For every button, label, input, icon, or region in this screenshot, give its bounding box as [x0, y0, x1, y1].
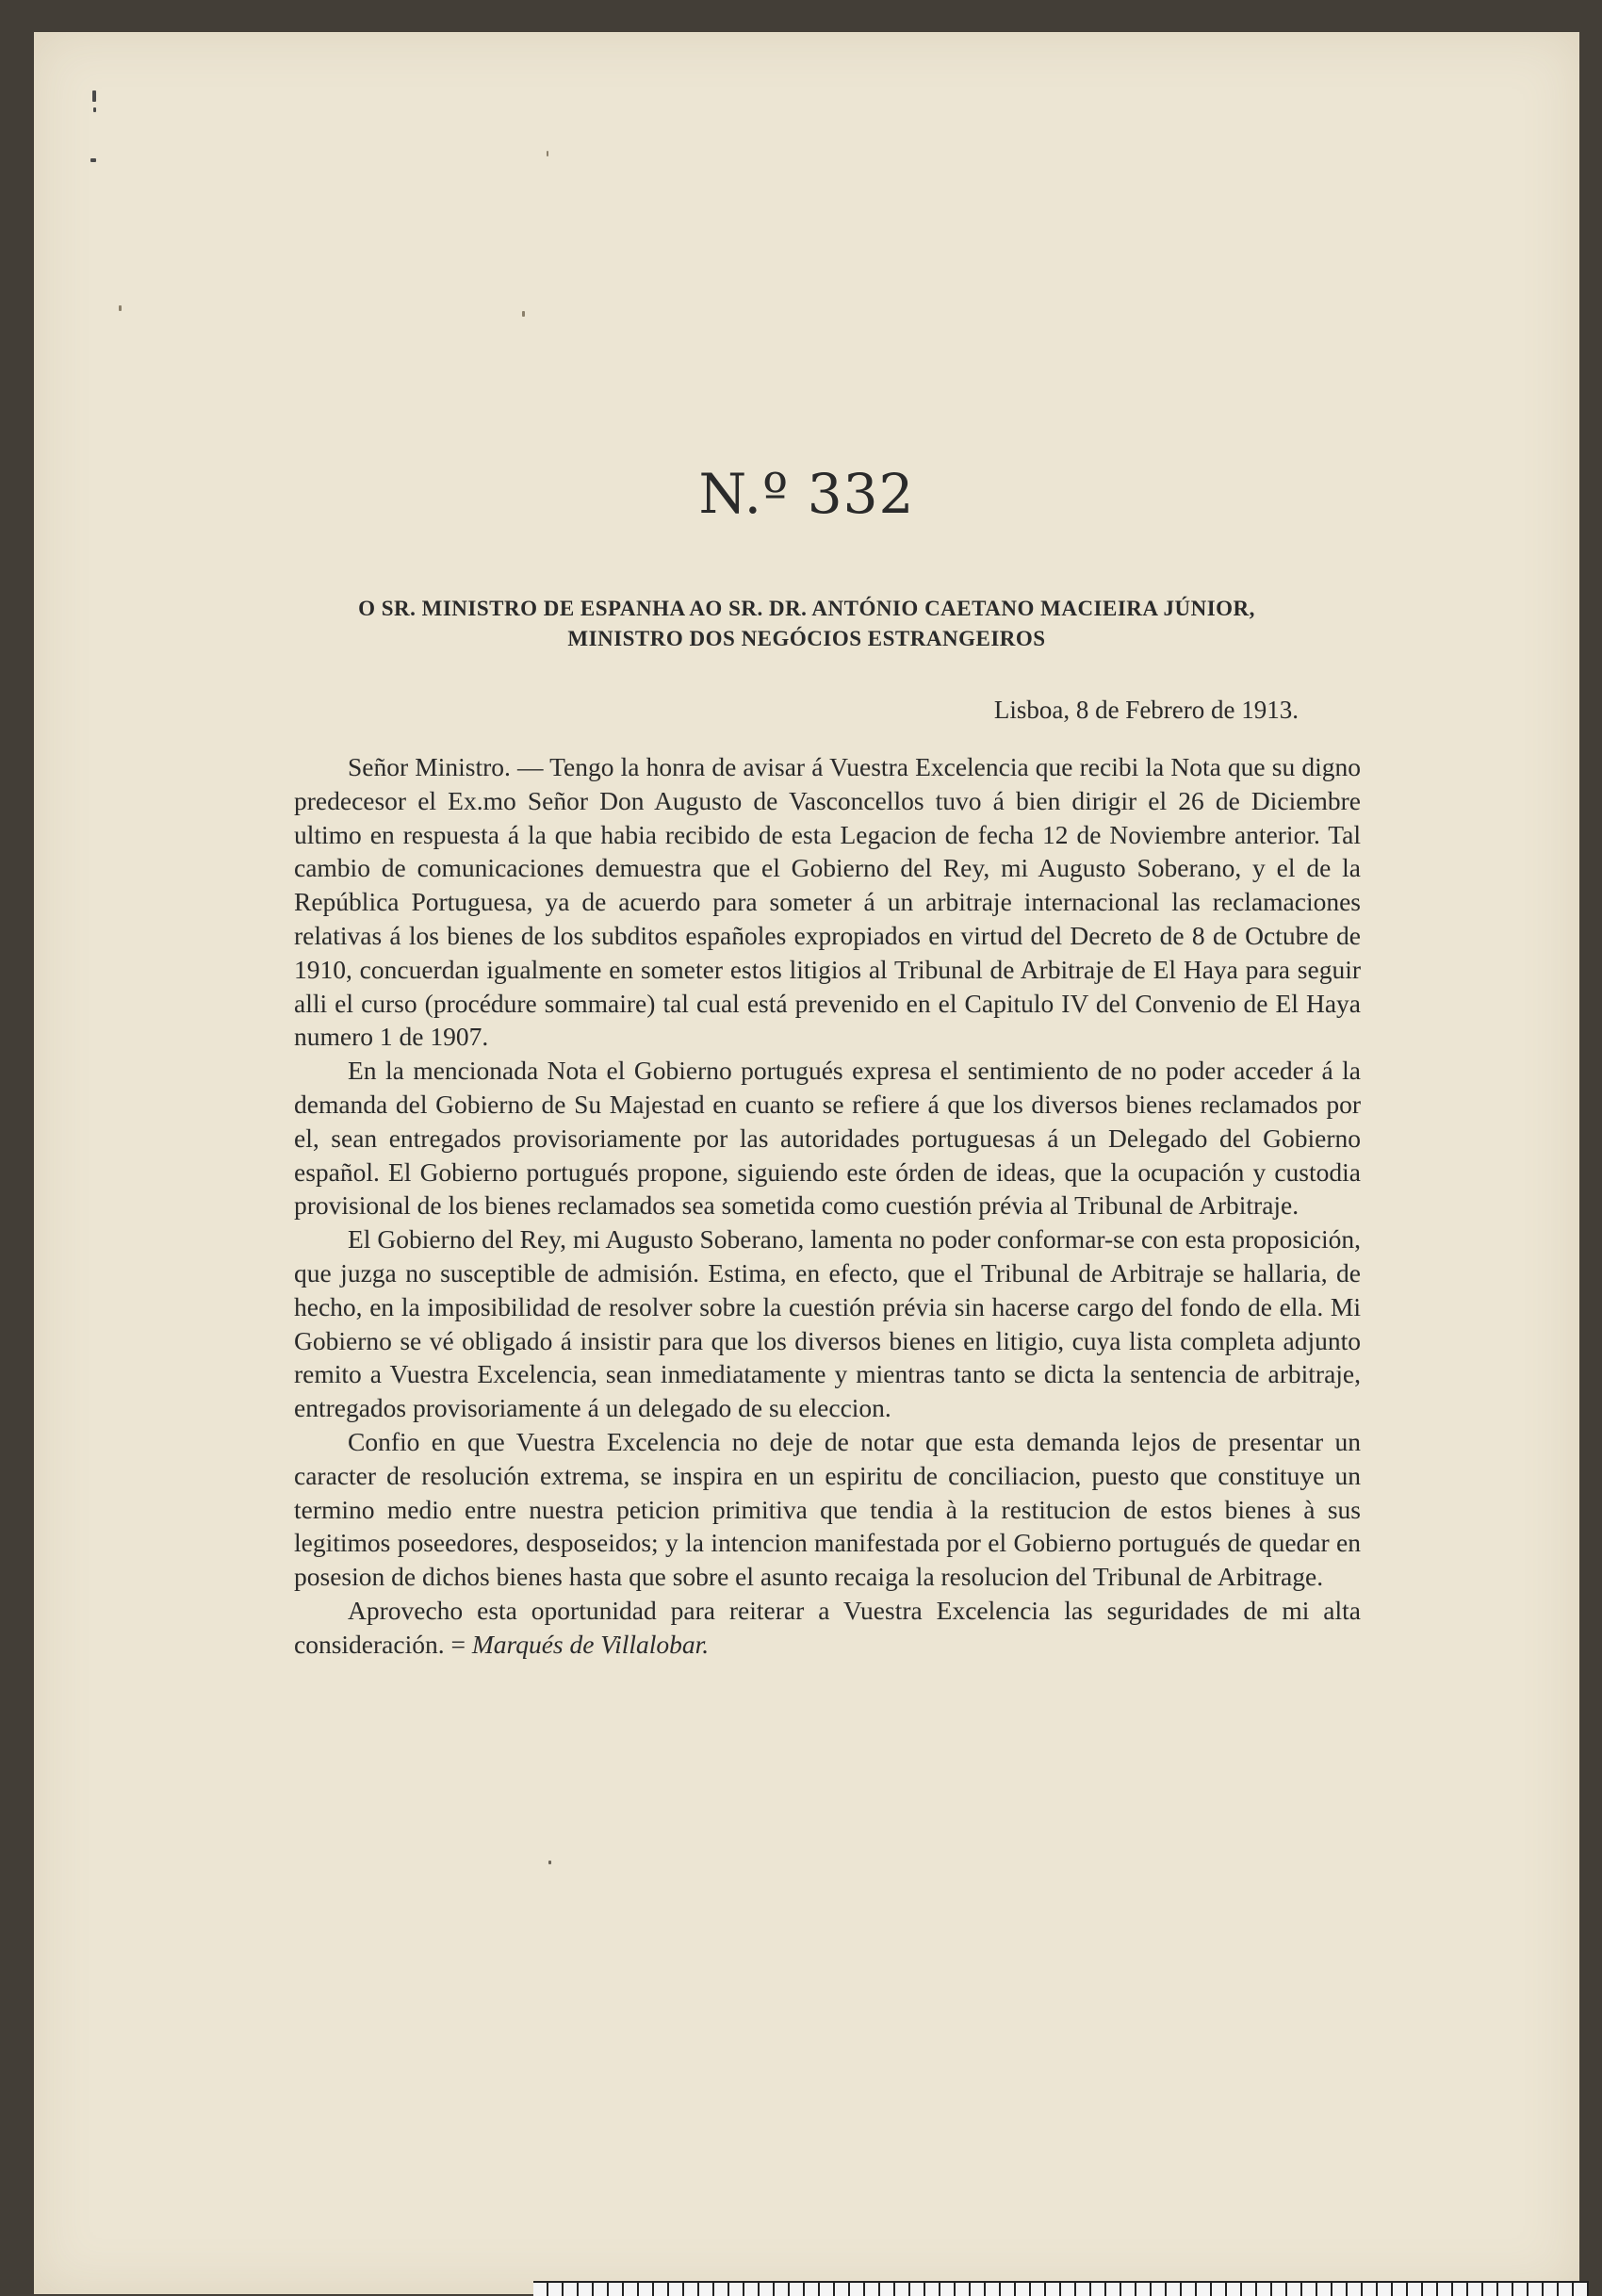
paragraph-2: En la mencionada Nota el Gobierno portugués expresa el sentimiento de no poder acceder á la demanda del Gobierno de Su Majestad en cuanto se refiere á que los diversos bienes reclamados por el, sean entregados provisoriamente por las autoridades portuguesas á un Delegado del Gobierno español. El Gobierno portugués propone, siguiendo este órden de ideas, que la ocupación y custodia provisional de los bienes reclamados sea sometida como cuestión prévia al Tribunal de Arbitraje.: [294, 1056, 1361, 1221]
document-number: N.º 332: [698, 462, 915, 526]
paragraph-4: Confio en que Vuestra Excelencia no deje de notar que esta demanda lejos de presentar un caracter de resolución extrema, se inspira en un espiritu de conciliacion, puesto que constituye un termino medio entre nuestra peticion primitiva que tendia à la restitucion de estos bienes à sus legitimos poseedores, desposeidos; y la intencion manifestada por el Gobierno portugués de quedar en posesion de dichos bienes hasta que sobre el asunto recaiga la resolucion del Tribunal de Arbitrage.: [294, 1426, 1361, 1592]
paragraph-1: Señor Ministro. — Tengo la honra de avisar á Vuestra Excelencia que recibi la Nota que su digno predecesor el Ex.mo Señor Don Augusto de Vasconcellos tuvo á bien dirigir el 26 de Diciembre ultimo en respuesta á la que habia recibido de esta Legacion de fecha 12 de Noviembre anterior. Tal cambio de comunicaciones demuestra que el Gobierno del Rey, mi Augusto Soberano, y el de la República Portuguesa, ya de acuerdo para someter á un arbitraje internacional las reclamaciones relativas á los bienes de los subditos españoles expropiados en virtud del Decreto de 8 de Octubre de 1910, concuerdan igualmente en someter estos litigios al Tribunal de Arbitraje de El Haya para seguir alli el curso (procédure sommaire) tal cual está prevenido en el Capitulo IV del Convenio de El Haya numero 1 de 1907.: [294, 752, 1361, 1052]
letter-heading: [34, 594, 1579, 654]
closing-text: Aprovecho esta oportunidad para reiterar a Vuestra Excelencia las seguridades de mi alta consideración. =: [294, 1595, 1361, 1659]
scale-ruler: [533, 2281, 1589, 2296]
paragraph-3: El Gobierno del Rey, mi Augusto Soberano, lamenta no poder conformar-se con esta proposición, que juzga no susceptible de admisión. Estima, en efecto, que el Tribunal de Arbitraje se hallaria, de hecho, en la imposibilidad de resolver sobre la cuestión prévia sin hacerse cargo del fondo de ella. Mi Gobierno se vé obligado á insistir para que los diversos bienes en litigio, cuya lista completa adjunto remito a Vuestra Excelencia, sean inmediatamente y mientras tanto se dicta la sentencia de arbitraje, entregados provisoriamente á un delegado de su eleccion.: [294, 1224, 1361, 1423]
heading-line-1: O SR. MINISTRO DE ESPANHA AO SR. DR. ANTÓNIO CAETANO MACIEIRA JÚNIOR,: [358, 597, 1255, 620]
dateline: Lisboa, 8 de Febrero de 1913.: [993, 696, 1299, 724]
signature: Marqués de Villalobar.: [471, 1629, 710, 1659]
document-page: [34, 32, 1579, 2294]
closing-paragraph: [294, 1594, 1361, 1662]
letter-body: [294, 750, 1361, 1662]
heading-line-2: MINISTRO DOS NEGÓCIOS ESTRANGEIROS: [567, 627, 1046, 650]
